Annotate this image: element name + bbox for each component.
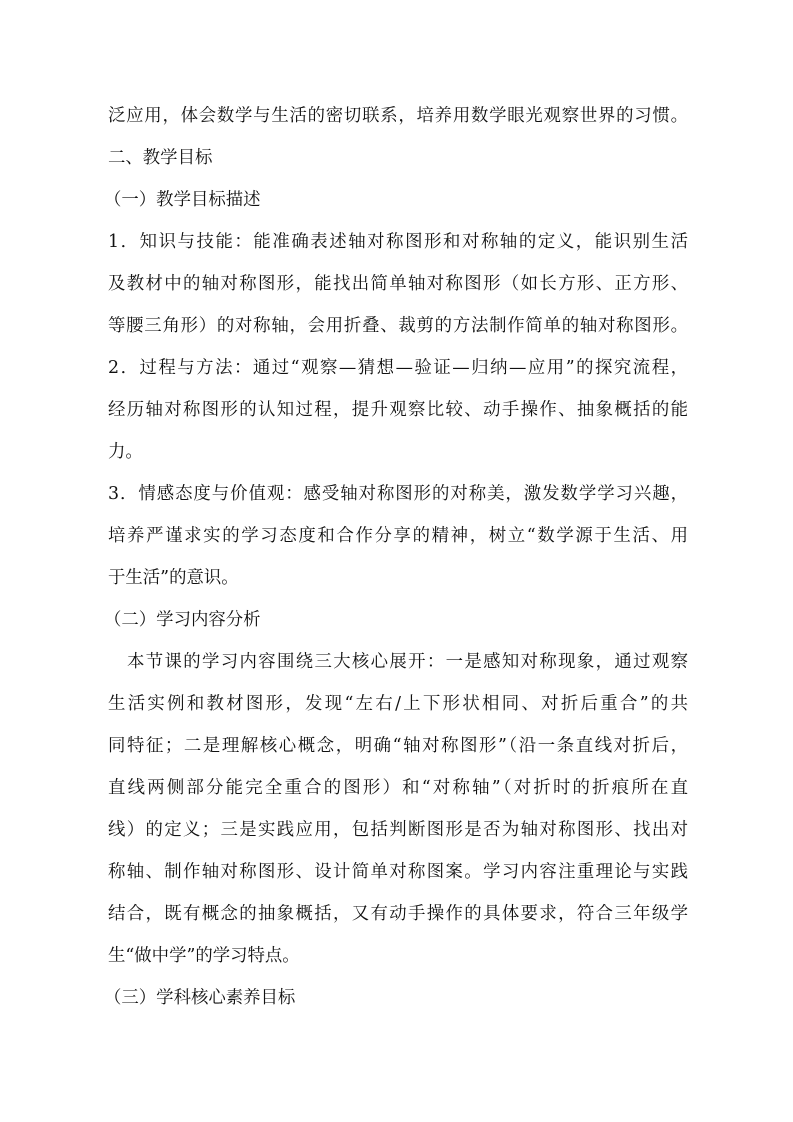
paragraph-line: 线）的定义；三是实践应用，包括判断图形是否为轴对称图形、找出对 (108, 820, 688, 840)
paragraph-line: 3．情感态度与价值观：感受轴对称图形的对称美，激发数学学习兴趣， (108, 484, 688, 504)
paragraph-line: 结合，既有概念的抽象概括，又有动手操作的具体要求，符合三年级学 (108, 904, 688, 924)
paragraph-line: 直线两侧部分能完全重合的图形）和“对称轴”（对折时的折痕所在直 (108, 778, 688, 798)
paragraph-line: 称轴、制作轴对称图形、设计简单对称图案。学习内容注重理论与实践 (108, 862, 688, 882)
paragraph-line: 力。 (108, 442, 143, 462)
paragraph-line: 培养严谨求实的学习态度和合作分享的精神，树立“数学源于生活、用 (108, 526, 688, 546)
paragraph-line: 本节课的学习内容围绕三大核心展开：一是感知对称现象，通过观察 (127, 652, 688, 672)
paragraph-line: 生“做中学”的学习特点。 (108, 946, 300, 966)
paragraph-line: 等腰三角形）的对称轴，会用折叠、裁剪的方法制作简单的轴对称图形。 (108, 316, 688, 336)
paragraph-line: 经历轴对称图形的认知过程，提升观察比较、动手操作、抽象概括的能 (108, 400, 688, 420)
paragraph-line: 泛应用，体会数学与生活的密切联系，培养用数学眼光观察世界的习惯。 (108, 106, 688, 126)
paragraph-line: 及教材中的轴对称图形，能找出简单轴对称图形（如长方形、正方形、 (108, 274, 688, 294)
subsection-heading: （一）教学目标描述 (104, 190, 261, 210)
subsection-heading: （二）学习内容分析 (104, 610, 261, 630)
section-heading: 二、教学目标 (108, 148, 213, 168)
paragraph-line: 1．知识与技能：能准确表述轴对称图形和对称轴的定义，能识别生活 (108, 232, 688, 252)
paragraph-line: 于生活”的意识。 (108, 568, 239, 588)
subsection-heading: （三）学科核心素养目标 (104, 988, 296, 1008)
paragraph-line: 同特征；二是理解核心概念，明确“轴对称图形”（沿一条直线对折后， (108, 736, 688, 756)
paragraph-line: 2．过程与方法：通过“观察—猜想—验证—归纳—应用”的探究流程， (108, 358, 688, 378)
paragraph-line: 生活实例和教材图形，发现“左右/上下形状相同、对折后重合”的共 (108, 694, 688, 714)
